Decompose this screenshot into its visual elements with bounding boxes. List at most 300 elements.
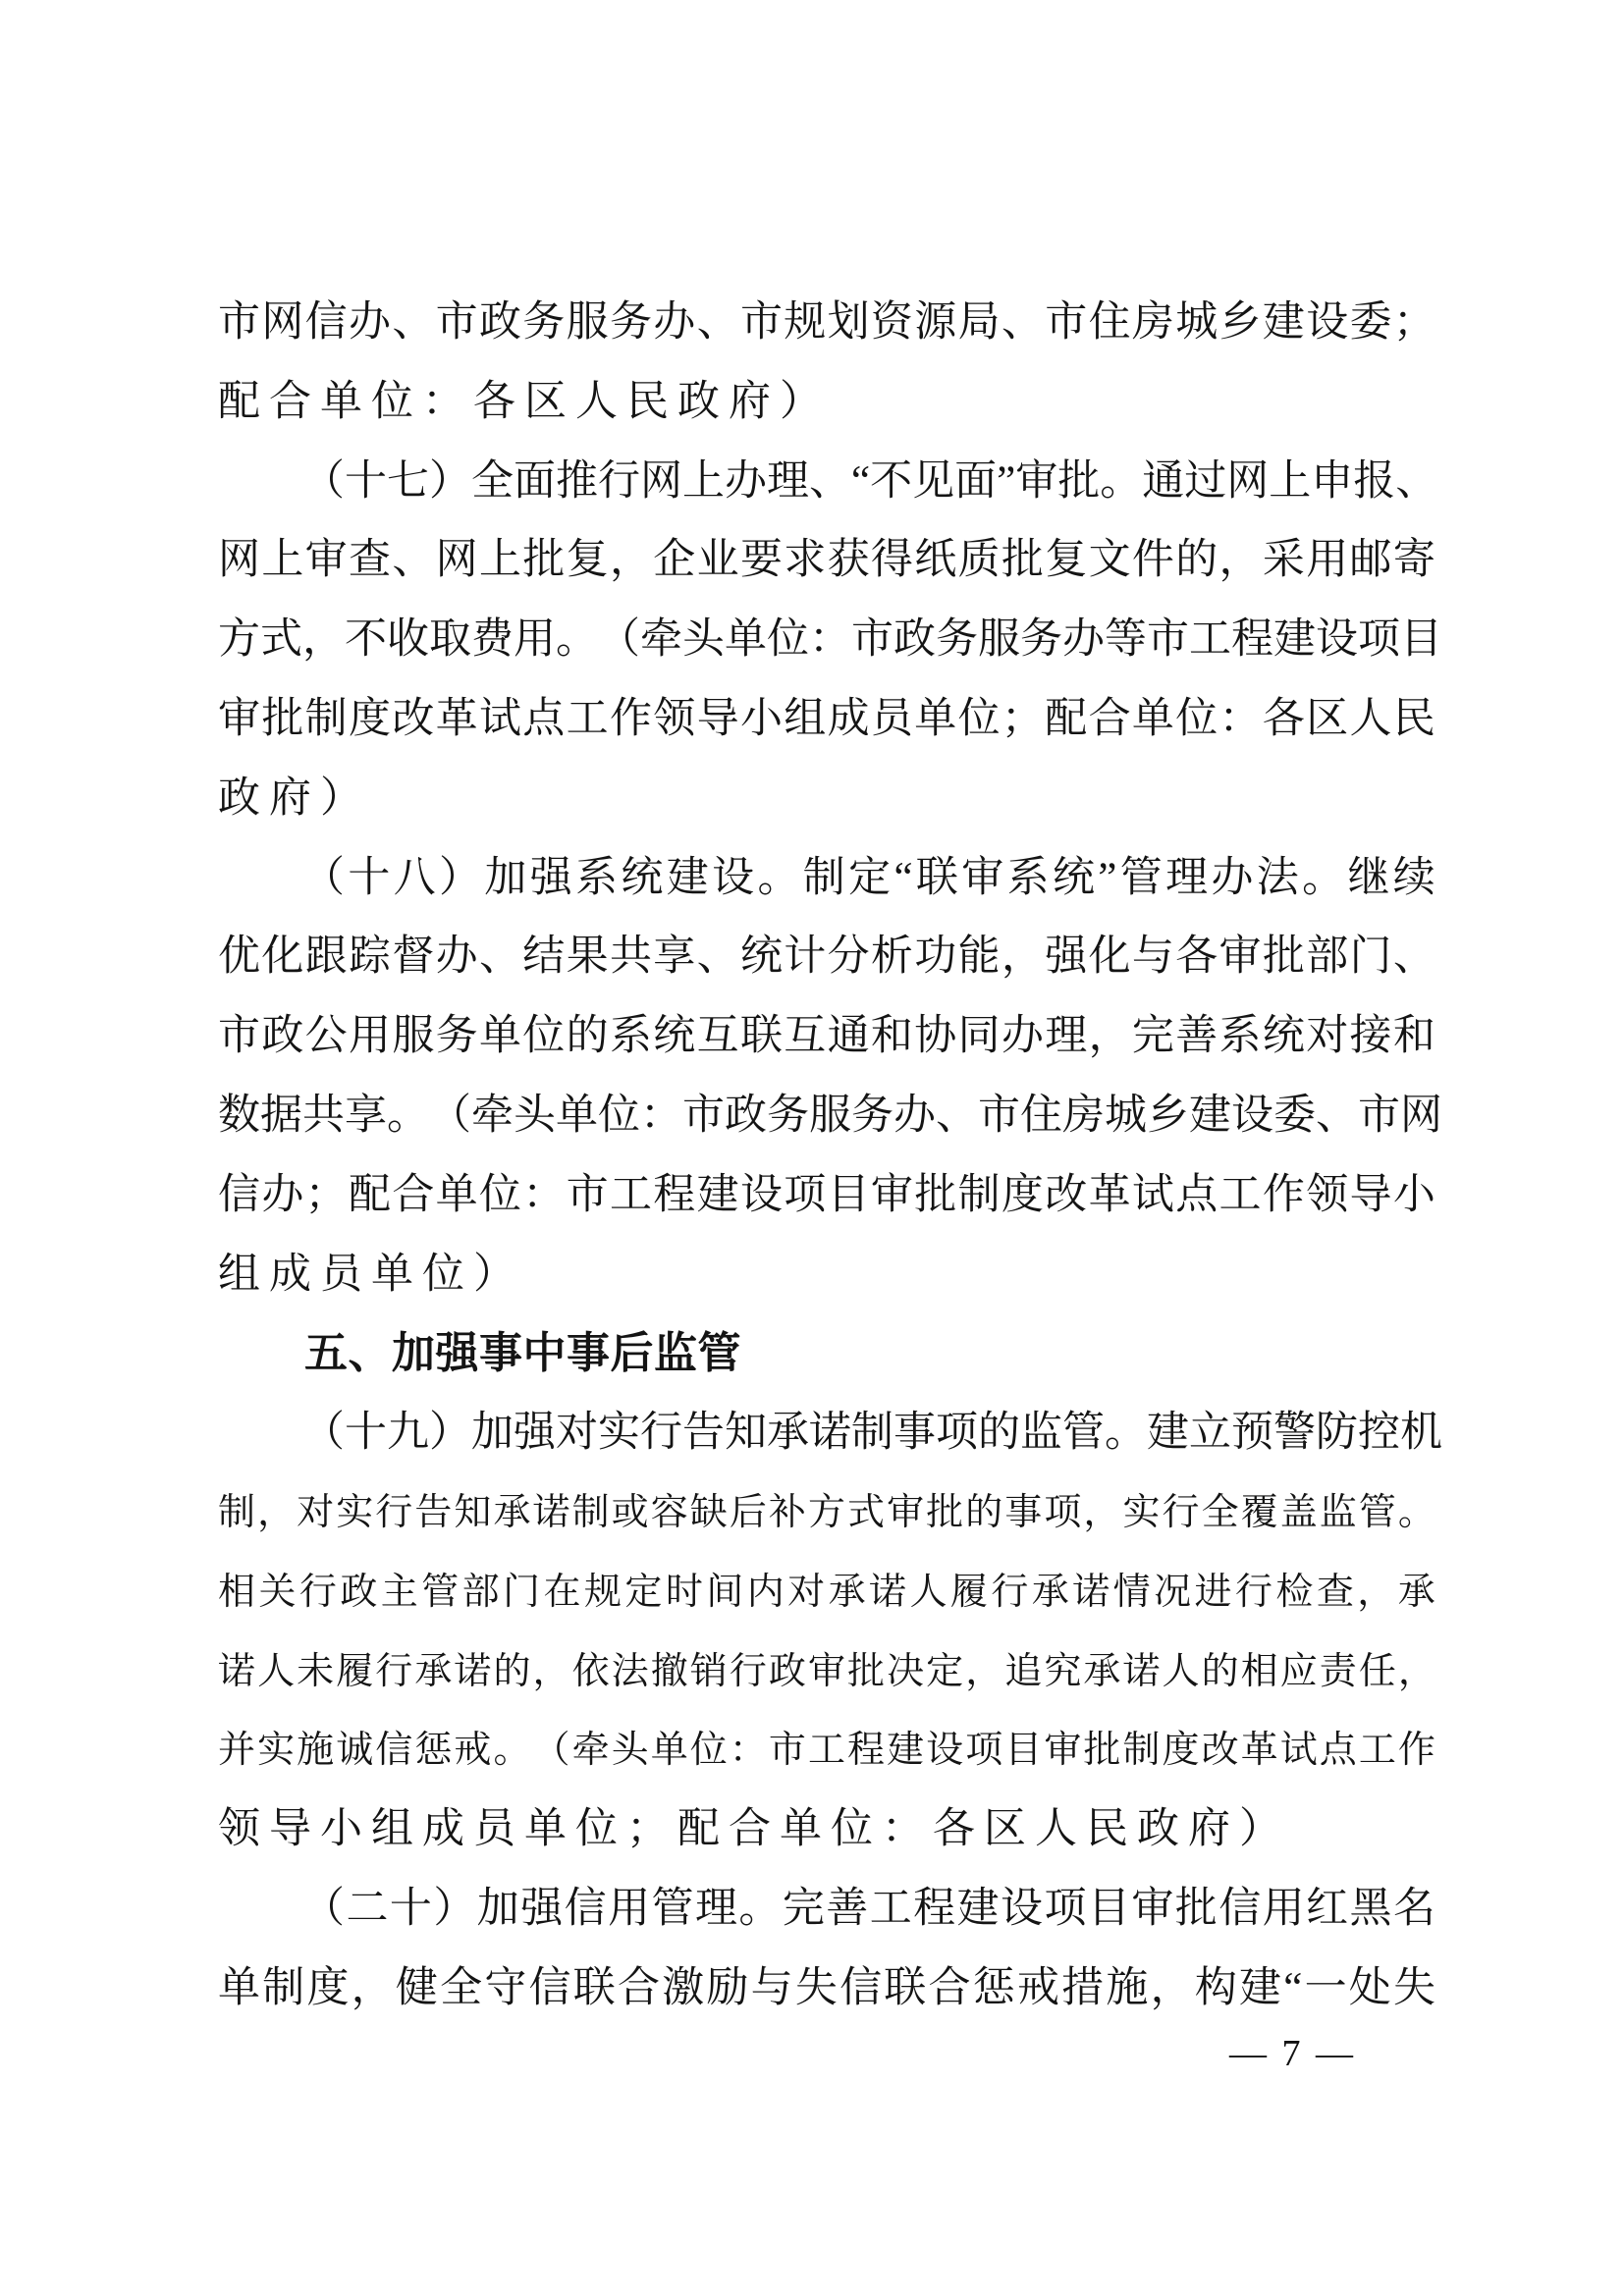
glyph: 合 — [928, 1964, 971, 2011]
glyph: 诺 — [532, 1491, 570, 1533]
glyph: 通 — [827, 1013, 870, 1060]
glyph: ， — [1357, 1571, 1395, 1613]
glyph: 市 — [218, 299, 260, 346]
glyph: 方 — [218, 616, 260, 664]
glyph: 批 — [261, 695, 304, 742]
glyph: 作 — [1262, 1171, 1305, 1218]
glyph: ” — [997, 457, 1016, 505]
glyph: 统 — [1262, 1013, 1305, 1060]
glyph: 务 — [767, 1092, 809, 1139]
glyph: 制 — [571, 1491, 610, 1533]
glyph: 用 — [1262, 1885, 1305, 1932]
glyph: 或 — [611, 1491, 649, 1533]
glyph: “ — [1283, 1964, 1303, 2011]
glyph: 十 — [345, 457, 387, 505]
glyph: 建 — [1262, 299, 1305, 346]
glyph: 位 — [598, 1092, 640, 1139]
glyph: 名 — [1392, 1885, 1435, 1932]
glyph: 黑 — [1349, 1885, 1392, 1932]
glyph: 信 — [218, 1171, 260, 1218]
glyph: 相 — [1240, 1650, 1278, 1692]
glyph: 划 — [827, 299, 870, 346]
glyph: “ — [851, 457, 871, 505]
glyph: 联 — [739, 1013, 783, 1060]
glyph: 定 — [926, 1650, 964, 1692]
glyph: 项 — [965, 1730, 1003, 1772]
glyph: 工 — [807, 1730, 845, 1772]
glyph: 批 — [914, 1171, 957, 1218]
glyph: 纸 — [914, 537, 957, 584]
glyph: 服 — [978, 616, 1020, 664]
glyph: 市 — [682, 1092, 725, 1139]
glyph: 建 — [1273, 616, 1316, 664]
glyph: 设 — [1306, 299, 1349, 346]
glyph: 诺 — [869, 1571, 907, 1613]
glyph: 、 — [392, 299, 435, 346]
glyph: 位 — [957, 695, 1001, 742]
glyph: （ — [302, 1410, 345, 1457]
document-line — [218, 1077, 1442, 1156]
glyph: 十 — [345, 1410, 387, 1457]
glyph: 获 — [827, 537, 870, 584]
glyph: 统 — [739, 934, 783, 981]
glyph: 目 — [1400, 616, 1442, 664]
glyph: 共 — [609, 934, 652, 981]
glyph: 人 — [1349, 695, 1392, 742]
glyph: 补 — [768, 1491, 806, 1533]
glyph: 激 — [662, 1964, 705, 2011]
glyph: 点 — [1175, 1171, 1218, 1218]
document-line: 配合单位：各区人民政府） — [218, 378, 831, 425]
glyph: 市 — [435, 299, 478, 346]
glyph: 实 — [336, 1491, 374, 1533]
glyph: 配 — [348, 1171, 391, 1218]
glyph: 网 — [1400, 1092, 1442, 1139]
glyph: 试 — [1279, 1730, 1318, 1772]
glyph: 系 — [575, 854, 619, 901]
glyph: 法 — [611, 1650, 649, 1692]
glyph: 。 — [556, 616, 598, 664]
glyph: 承 — [414, 1650, 453, 1692]
glyph: 项 — [1044, 1491, 1082, 1533]
glyph: 小 — [739, 695, 783, 742]
glyph: 点 — [522, 695, 566, 742]
glyph: 单 — [725, 616, 767, 664]
glyph: 规 — [784, 299, 827, 346]
glyph: 改 — [1201, 1730, 1239, 1772]
glyph: 、 — [392, 537, 435, 584]
glyph: 办 — [261, 1171, 304, 1218]
glyph: 监 — [1319, 1491, 1357, 1533]
glyph: 办 — [1001, 1013, 1044, 1060]
glyph: 务 — [1020, 616, 1062, 664]
glyph: 、 — [1001, 299, 1044, 346]
glyph: 面 — [514, 457, 556, 505]
glyph: 据 — [260, 1092, 302, 1139]
glyph: 批 — [1174, 1885, 1218, 1932]
glyph: 善 — [1175, 1013, 1218, 1060]
glyph: （ — [302, 457, 345, 505]
glyph: 收 — [387, 616, 429, 664]
glyph: 政 — [261, 1013, 304, 1060]
glyph: 实 — [257, 1730, 296, 1772]
glyph: 批 — [847, 1650, 886, 1692]
glyph: 履 — [336, 1650, 374, 1692]
glyph: 间 — [706, 1571, 744, 1613]
glyph: 制 — [1122, 1730, 1161, 1772]
glyph: 项 — [1358, 616, 1400, 664]
glyph: 构 — [1194, 1964, 1237, 2011]
glyph: 诚 — [336, 1730, 374, 1772]
glyph: 统 — [653, 1013, 696, 1060]
glyph: 行 — [375, 1491, 413, 1533]
glyph: 承 — [1083, 1650, 1121, 1692]
glyph: 八 — [393, 854, 436, 901]
glyph: 城 — [1105, 1092, 1147, 1139]
glyph: 强 — [529, 854, 572, 901]
glyph: 房 — [1131, 299, 1174, 346]
glyph: 审 — [1015, 457, 1058, 505]
glyph: 理 — [1045, 1013, 1088, 1060]
document-line — [218, 1632, 1435, 1712]
glyph: 强 — [1045, 934, 1088, 981]
glyph: 分 — [827, 934, 870, 981]
glyph: 制 — [851, 1410, 893, 1457]
glyph: 任 — [1358, 1650, 1396, 1692]
glyph: 计 — [784, 934, 827, 981]
glyph: 控 — [1358, 1410, 1400, 1457]
glyph: 信 — [1218, 1885, 1262, 1932]
glyph: 审 — [961, 854, 1004, 901]
glyph: 审 — [218, 695, 260, 742]
glyph: 导 — [1349, 1171, 1392, 1218]
glyph: 信 — [839, 1964, 883, 2011]
glyph: 诺 — [454, 1650, 492, 1692]
glyph: 善 — [826, 1885, 869, 1932]
glyph: 单 — [478, 1013, 521, 1060]
glyph: 合 — [392, 1171, 435, 1218]
glyph: ： — [729, 1730, 767, 1772]
document-line — [218, 1553, 1435, 1632]
glyph: 点 — [1319, 1730, 1357, 1772]
glyph: 委 — [1349, 299, 1392, 346]
glyph: 革 — [1088, 1171, 1131, 1218]
glyph: 程 — [1231, 616, 1273, 664]
glyph: 行 — [1234, 1571, 1272, 1613]
glyph: 系 — [1218, 1013, 1262, 1060]
glyph: ， — [1088, 1013, 1131, 1060]
glyph: 服 — [809, 1092, 851, 1139]
document-line — [218, 839, 1435, 919]
glyph: 报 — [1353, 457, 1396, 505]
glyph: 推 — [556, 457, 598, 505]
glyph: 建 — [1189, 1092, 1231, 1139]
glyph: 门 — [503, 1571, 541, 1613]
glyph: ， — [609, 537, 652, 584]
glyph: 上 — [478, 537, 521, 584]
glyph: 承 — [767, 1410, 809, 1457]
glyph: 试 — [1131, 1171, 1174, 1218]
glyph: 改 — [392, 695, 435, 742]
glyph: 定 — [848, 854, 892, 901]
glyph: 件 — [1131, 537, 1174, 584]
glyph: 理 — [1165, 854, 1209, 901]
glyph: 行 — [1162, 1491, 1200, 1533]
glyph: 目 — [1087, 1885, 1130, 1932]
glyph: 监 — [1020, 1410, 1062, 1457]
glyph: 审 — [1044, 1730, 1082, 1772]
glyph: 联 — [884, 1964, 927, 2011]
glyph: 处 — [1348, 1964, 1391, 2011]
glyph: 行 — [991, 1571, 1029, 1613]
glyph: 戒 — [454, 1730, 492, 1772]
glyph: 市 — [851, 616, 893, 664]
glyph: 成 — [827, 695, 870, 742]
glyph: ， — [351, 1964, 394, 2011]
glyph: 享 — [345, 1092, 387, 1139]
glyph: 健 — [395, 1964, 438, 2011]
glyph: 化 — [261, 934, 304, 981]
glyph: 建 — [956, 1885, 1000, 1932]
glyph: 批 — [522, 537, 566, 584]
glyph: 机 — [1400, 1410, 1442, 1457]
glyph: 。 — [493, 1730, 531, 1772]
glyph: 系 — [1006, 854, 1050, 901]
glyph: 戒 — [1016, 1964, 1059, 2011]
glyph: 取 — [429, 616, 471, 664]
glyph: 各 — [1175, 934, 1218, 981]
glyph: 撤 — [650, 1650, 688, 1692]
glyph: 信 — [375, 1730, 413, 1772]
glyph: 协 — [914, 1013, 957, 1060]
glyph: 究 — [1044, 1650, 1082, 1692]
glyph: 。 — [738, 1885, 782, 1932]
glyph: 审 — [304, 537, 348, 584]
glyph: 。 — [1105, 1410, 1147, 1457]
glyph: 部 — [461, 1571, 500, 1613]
glyph: ： — [640, 1092, 682, 1139]
glyph: 后 — [729, 1491, 767, 1533]
glyph: 批 — [1083, 1730, 1121, 1772]
glyph: 作 — [1397, 1730, 1435, 1772]
glyph: 接 — [1349, 1013, 1392, 1060]
glyph: 式 — [260, 616, 302, 664]
glyph: 革 — [1240, 1730, 1278, 1772]
glyph: 审 — [887, 1491, 925, 1533]
glyph: 、 — [696, 299, 739, 346]
glyph: 工 — [1358, 1730, 1396, 1772]
glyph: 市 — [218, 1013, 260, 1060]
glyph: 的 — [566, 1013, 609, 1060]
glyph: 依 — [571, 1650, 610, 1692]
glyph: 关 — [258, 1571, 297, 1613]
glyph: 市 — [1358, 1092, 1400, 1139]
glyph: 制 — [262, 1964, 305, 2011]
glyph: 互 — [696, 1013, 739, 1060]
glyph: 、 — [809, 457, 851, 505]
glyph: 诺 — [809, 1410, 851, 1457]
glyph: 理 — [767, 457, 809, 505]
glyph: 诺 — [1072, 1571, 1110, 1613]
glyph: 文 — [1088, 537, 1131, 584]
glyph: 质 — [957, 537, 1001, 584]
glyph: 用 — [348, 1013, 391, 1060]
section-heading: 五、加强事中事后监管 — [304, 1329, 741, 1378]
glyph: 并 — [218, 1730, 256, 1772]
glyph: 全 — [1201, 1491, 1239, 1533]
glyph: 十 — [389, 1885, 432, 1932]
glyph: 措 — [1061, 1964, 1105, 2011]
glyph: 见 — [912, 457, 955, 505]
glyph: “ — [893, 854, 913, 901]
glyph: 政 — [478, 299, 521, 346]
glyph: 对 — [556, 1410, 598, 1457]
glyph: 建 — [1147, 1410, 1189, 1457]
glyph: 行 — [598, 457, 640, 505]
glyph: 红 — [1306, 1885, 1349, 1932]
glyph: 民 — [1392, 695, 1435, 742]
glyph: 部 — [1306, 934, 1349, 981]
glyph: 政 — [893, 616, 936, 664]
glyph: 务 — [435, 1013, 478, 1060]
glyph: ； — [1392, 299, 1435, 346]
glyph: 改 — [1045, 1171, 1088, 1218]
glyph: 不 — [345, 616, 387, 664]
glyph: 务 — [609, 299, 652, 346]
glyph: 销 — [689, 1650, 728, 1692]
glyph: 功 — [914, 934, 957, 981]
glyph: ： — [1218, 695, 1262, 742]
glyph: 跟 — [304, 934, 348, 981]
glyph: 覆 — [1240, 1491, 1278, 1533]
glyph: 审 — [870, 1171, 913, 1218]
glyph: 内 — [746, 1571, 785, 1613]
glyph: 住 — [1020, 1092, 1062, 1139]
glyph: 工 — [609, 1171, 652, 1218]
glyph: 业 — [696, 537, 739, 584]
document-line — [218, 521, 1435, 601]
glyph: 用 — [1306, 537, 1349, 584]
glyph: 设 — [1231, 1092, 1273, 1139]
glyph: 区 — [1306, 695, 1349, 742]
glyph: 度 — [1001, 1171, 1044, 1218]
glyph: 未 — [297, 1650, 335, 1692]
glyph: ） — [439, 854, 482, 901]
glyph: 的 — [493, 1650, 531, 1692]
glyph: 。 — [387, 1092, 429, 1139]
glyph: 复 — [1045, 537, 1088, 584]
glyph: 。 — [1100, 457, 1143, 505]
glyph: 上 — [682, 457, 725, 505]
glyph: 。 — [757, 854, 800, 901]
glyph: 化 — [1088, 934, 1131, 981]
glyph: 惩 — [972, 1964, 1015, 2011]
glyph: 市 — [1147, 616, 1189, 664]
glyph: ， — [257, 1491, 296, 1533]
glyph: 九 — [387, 1410, 429, 1457]
document-line — [218, 1394, 1442, 1473]
document-line: 组成员单位） — [218, 1251, 524, 1298]
glyph: 批 — [926, 1491, 964, 1533]
glyph: 预 — [1231, 1410, 1273, 1457]
glyph: 防 — [1316, 1410, 1358, 1457]
glyph: 各 — [1262, 695, 1305, 742]
glyph: 知 — [454, 1491, 492, 1533]
glyph: ， — [1150, 1964, 1193, 2011]
glyph: 领 — [1306, 1171, 1349, 1218]
glyph: ” — [1098, 854, 1117, 901]
glyph: 统 — [1052, 854, 1095, 901]
glyph: 项 — [1044, 1885, 1087, 1932]
glyph: 诺 — [218, 1650, 256, 1692]
glyph: 享 — [653, 934, 696, 981]
glyph: 承 — [493, 1491, 531, 1533]
glyph: 头 — [611, 1730, 649, 1772]
glyph: 项 — [784, 1171, 827, 1218]
glyph: 建 — [696, 1171, 739, 1218]
glyph: 对 — [297, 1491, 335, 1533]
glyph: 头 — [682, 616, 725, 664]
glyph: 实 — [1122, 1491, 1161, 1533]
glyph: 失 — [1393, 1964, 1435, 2011]
glyph: 公 — [304, 1013, 348, 1060]
glyph: 主 — [380, 1571, 418, 1613]
glyph: ， — [1083, 1491, 1121, 1533]
glyph: 企 — [653, 537, 696, 584]
glyph: 目 — [1004, 1730, 1043, 1772]
glyph: 互 — [784, 1013, 827, 1060]
glyph: 局 — [957, 299, 1001, 346]
glyph: 承 — [1397, 1571, 1435, 1613]
glyph: 网 — [435, 537, 478, 584]
glyph: 联 — [572, 1964, 616, 2011]
glyph: 领 — [653, 695, 696, 742]
glyph: 批 — [1262, 934, 1305, 981]
glyph: 务 — [851, 1092, 893, 1139]
glyph: 头 — [514, 1092, 556, 1139]
glyph: 共 — [302, 1092, 345, 1139]
glyph: 承 — [828, 1571, 866, 1613]
glyph: 、 — [1316, 1092, 1358, 1139]
glyph: 进 — [1194, 1571, 1232, 1613]
glyph: 联 — [915, 854, 958, 901]
glyph: 应 — [1279, 1650, 1318, 1692]
glyph: 建 — [1239, 1964, 1282, 2011]
glyph: 查 — [1316, 1571, 1354, 1613]
glyph: 牵 — [471, 1092, 514, 1139]
glyph: 加 — [484, 854, 527, 901]
glyph: 申 — [1311, 457, 1354, 505]
glyph: ， — [532, 1650, 570, 1692]
glyph: 制 — [304, 695, 348, 742]
glyph: 同 — [957, 1013, 1001, 1060]
glyph: 完 — [782, 1885, 825, 1932]
glyph: 牵 — [571, 1730, 610, 1772]
glyph: 费 — [471, 616, 514, 664]
glyph: 缺 — [689, 1491, 728, 1533]
glyph: 析 — [870, 934, 913, 981]
glyph: 市 — [978, 1092, 1020, 1139]
glyph: 时 — [665, 1571, 703, 1613]
glyph: 式 — [847, 1491, 886, 1533]
glyph: 的 — [1201, 1650, 1239, 1692]
glyph: 试 — [478, 695, 521, 742]
glyph: 优 — [218, 934, 260, 981]
glyph: ： — [809, 616, 851, 664]
glyph: 办 — [725, 457, 767, 505]
glyph: 。 — [1397, 1491, 1435, 1533]
glyph: 实 — [598, 1410, 640, 1457]
